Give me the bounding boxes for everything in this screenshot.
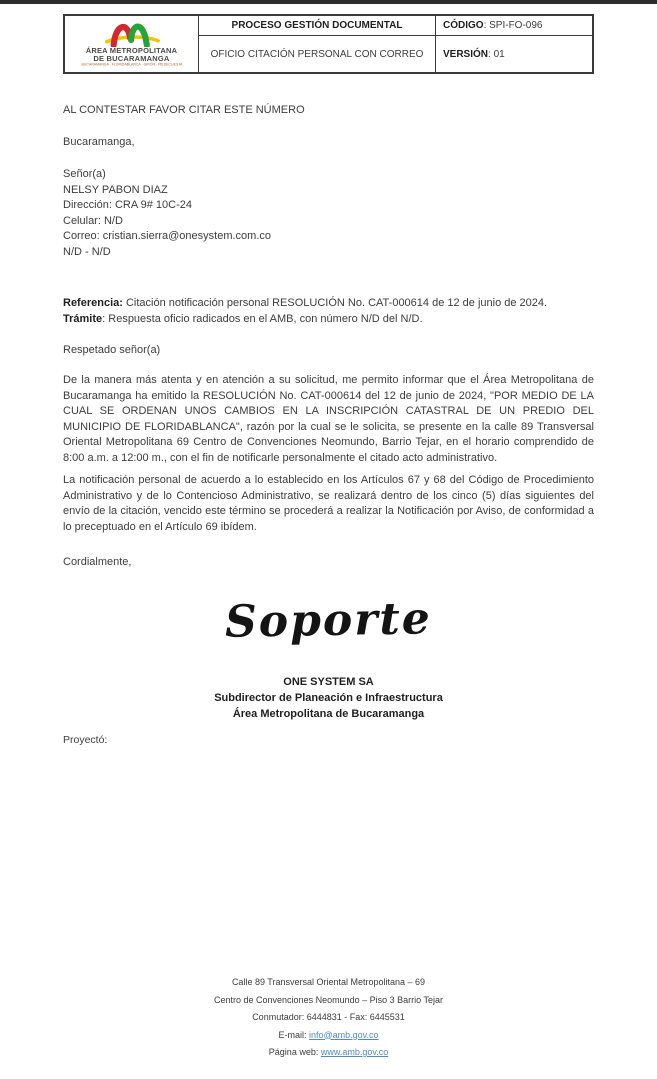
recipient-name: NELSY PABON DIAZ xyxy=(63,183,168,196)
code-label: CÓDIGO xyxy=(443,20,484,31)
document-title: OFICIO CITACIÓN PERSONAL CON CORREO xyxy=(199,36,436,72)
cite-notice: AL CONTESTAR FAVOR CITAR ESTE NÚMERO xyxy=(63,104,305,116)
footer-email-label: E-mail: xyxy=(278,1029,309,1040)
reference-line xyxy=(63,296,594,312)
footer-email-line xyxy=(0,1027,657,1045)
version-cell xyxy=(436,36,592,72)
letter-footer xyxy=(0,974,657,1062)
org-logo xyxy=(65,16,199,72)
reference-label: Referencia: xyxy=(63,297,123,309)
process-title: PROCESO GESTIÓN DOCUMENTAL xyxy=(199,16,436,36)
footer-web-label: Página web: xyxy=(268,1047,321,1057)
greeting-line: Respetado señor(a) xyxy=(63,344,161,356)
org-name-line2: DE BUCARAMANGA xyxy=(93,54,170,63)
recipient-address: Dirección: CRA 9# 10C-24 xyxy=(63,199,193,211)
signer-title: Subdirector de Planeación e Infraestructura xyxy=(214,692,443,704)
recipient-phone: Celular: N/D xyxy=(63,214,123,227)
recipient-extra: N/D - N/D xyxy=(63,245,111,258)
closing-line: Cordialmente, xyxy=(63,555,132,568)
footer-web-link[interactable]: www.amb.gov.co xyxy=(320,1047,389,1057)
footer-email-link[interactable]: info@amb.gov.co xyxy=(309,1029,379,1040)
paragraph-2: La notificación personal de acuerdo a lo establecido en los Artículos 67 y 68 del Código de Procedimiento Administrativo y de lo Contencioso Administrativo, se realizará dentro de los cinco (5) días siguientes del envío de la citación, vencido este término se procederá a realizar la Notificación por Aviso, de conformidad a lo preceptuado en el Artículo 69 ibídem. xyxy=(63,474,594,533)
signer-block xyxy=(63,674,594,722)
signer-name: ONE SYSTEM SA xyxy=(283,676,374,688)
document-header-table xyxy=(63,14,594,74)
signature-area xyxy=(63,590,594,652)
city-line: Bucaramanga, xyxy=(63,136,135,148)
footer-address-line1: Calle 89 Transversal Oriental Metropolitana – 69 xyxy=(231,977,426,987)
code-cell xyxy=(436,16,592,36)
amb-logo-icon xyxy=(101,19,163,47)
recipient-block xyxy=(63,167,594,260)
prepared-by-label: Proyectó: xyxy=(63,734,108,746)
version-value: : 01 xyxy=(488,48,505,60)
code-value: : SPI-FO-096 xyxy=(483,20,543,31)
signer-org: Área Metropolitana de Bucaramanga xyxy=(232,708,425,720)
org-name-line1: ÁREA METROPOLITANA xyxy=(85,46,178,55)
paragraph-1: De la manera más atenta y en atención a su solicitud, me permito informar que el Área Metropolitana de Bucaramanga ha emitido la RESOLUCIÓN No. CAT-000614 del 12 de junio de 2024, "POR MEDIO DE LA CUAL SE ORDENAN UNOS CAMBIOS EN LA INSCRIPCIÓN CATASTRAL DE UN PREDIO DEL MUNICIPIO DE FLORIDABLANCA", razón por la cual se le solicita, se presente en la calle 89 Transversal Oriental Metropolitana 69 Centro de Convenciones Neomundo, Barrio Tejar, en el horario comprendido de 8:00 a.m. a 12:00 m., con el fin de notificarle personalmente el citado acto administrativo. xyxy=(63,374,594,464)
procedure-line xyxy=(63,312,594,328)
recipient-email: Correo: cristian.sierra@onesystem.com.co xyxy=(63,230,272,242)
recipient-salutation: Señor(a) xyxy=(63,168,106,180)
reference-block xyxy=(63,296,594,327)
footer-web-line xyxy=(0,1044,657,1062)
org-cities-caption: BUCARAMANGA · FLORIDABLANCA · GIRÓN · PIEDECUESTA xyxy=(81,63,182,67)
letter-body xyxy=(63,103,594,749)
footer-address-line2: Centro de Convenciones Neomundo – Piso 3 Barrio Tejar xyxy=(214,994,443,1005)
footer-phone-line: Conmutador: 6444831 - Fax: 6445531 xyxy=(252,1012,405,1022)
procedure-text: : Respuesta oficio radicados en el AMB, con número N/D del N/D. xyxy=(102,312,423,325)
viewer-top-bar xyxy=(0,0,657,4)
reference-text: Citación notificación personal RESOLUCIÓN No. CAT-000614 de 12 de junio de 2024. xyxy=(122,297,548,309)
version-label: VERSIÓN xyxy=(443,48,489,60)
procedure-label: Trámite xyxy=(63,312,103,325)
signature-script: Soporte xyxy=(224,593,433,649)
